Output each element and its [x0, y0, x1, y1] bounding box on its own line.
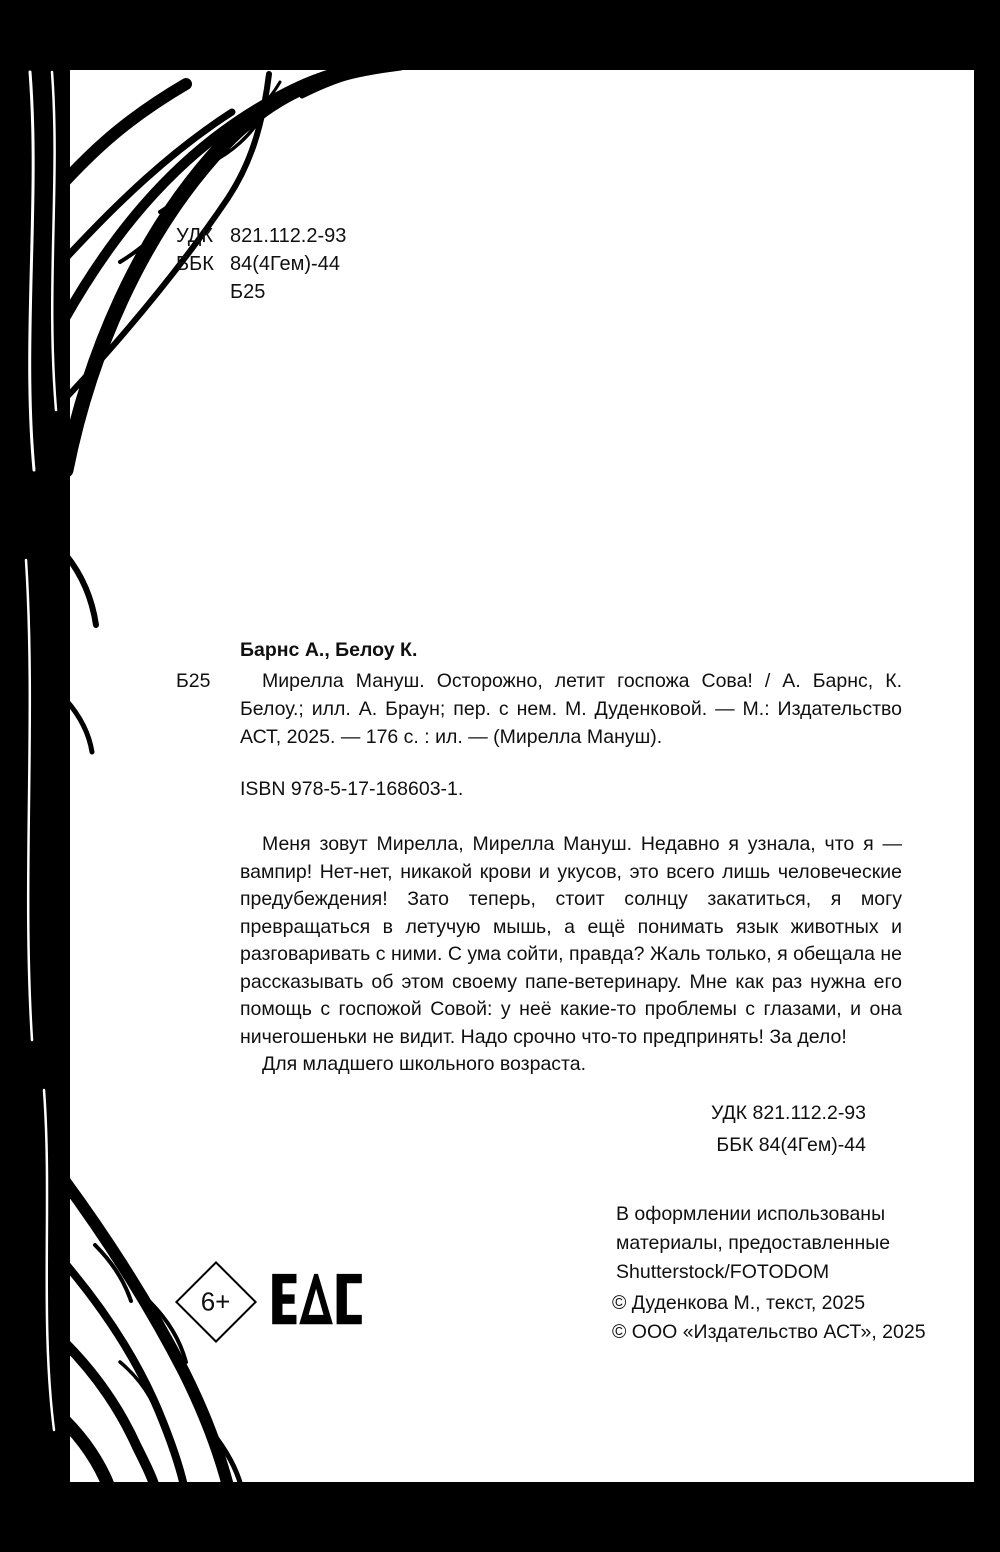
copyright-publisher: © ООО «Издательство АСТ», 2025 [612, 1321, 926, 1343]
copyright-author: © Дуденкова М., текст, 2025 [612, 1292, 866, 1314]
design-credits [616, 1200, 890, 1287]
design-credit-line: В оформлении использованы [616, 1203, 886, 1225]
catalog-entry [176, 667, 902, 751]
annotation-block [240, 831, 902, 1079]
bbk-label: ББК [176, 253, 214, 275]
annotation-text: Меня зовут Мирелла, Мирелла Мануш. Недавно я узнала, что я — вампир! Нет-нет, никакой крови и укусов, это всего лишь человеческие предубеждения! Зато теперь, стоит солнцу закатиться, я могу превращаться в летучую мышь, а ещё понимать язык животных и разговаривать с ними. С ума сойти, правда? Жаль только, я обещала не рассказывать об этом своему папе-ветеринару. Мне как раз нужна его помощь с госпожой Совой: у неё какие-то проблемы с глазами, и она ничегошеньки не видит. Надо срочно что-то предпринять! За дело! [240, 833, 902, 1048]
bbk-line [176, 250, 346, 278]
udk-value: 821.112.2-93 [230, 225, 347, 247]
annotation-audience: Для младшего школьного возраста. [262, 1053, 587, 1075]
udk-line [176, 222, 346, 250]
design-credit-line: Shutterstock/FOTODOM [616, 1261, 830, 1283]
author-sign: Б25 [230, 281, 266, 303]
catalog-index: Б25 [176, 670, 211, 692]
design-credit-line: материалы, предоставленные [616, 1232, 891, 1254]
copyright-lines [612, 1289, 926, 1347]
eac-mark-icon [272, 1272, 362, 1328]
catalog-authors: Барнс А., Белоу К. [240, 639, 418, 661]
udk-label: УДК [176, 225, 214, 247]
bbk-value: 84(4Гем)-44 [230, 253, 340, 275]
bbk-bottom: ББК 84(4Гем)-44 [716, 1134, 866, 1156]
isbn: ISBN 978-5-17-168603-1. [240, 778, 464, 800]
age-rating-text: 6+ [201, 1286, 231, 1317]
udk-bottom: УДК 821.112.2-93 [711, 1102, 866, 1124]
classification-codes-bottom [711, 1097, 866, 1161]
catalog-description: Мирелла Мануш. Осторожно, летит госпожа Сова! / А. Барнс, К. Белоу.; илл. А. Браун; пер. с нем. М. Дуденковой. — М.: Издательство АСТ, 2025. — 176 с. : ил. — (Мирелла Мануш). [240, 670, 902, 748]
classification-codes-top [176, 222, 346, 306]
